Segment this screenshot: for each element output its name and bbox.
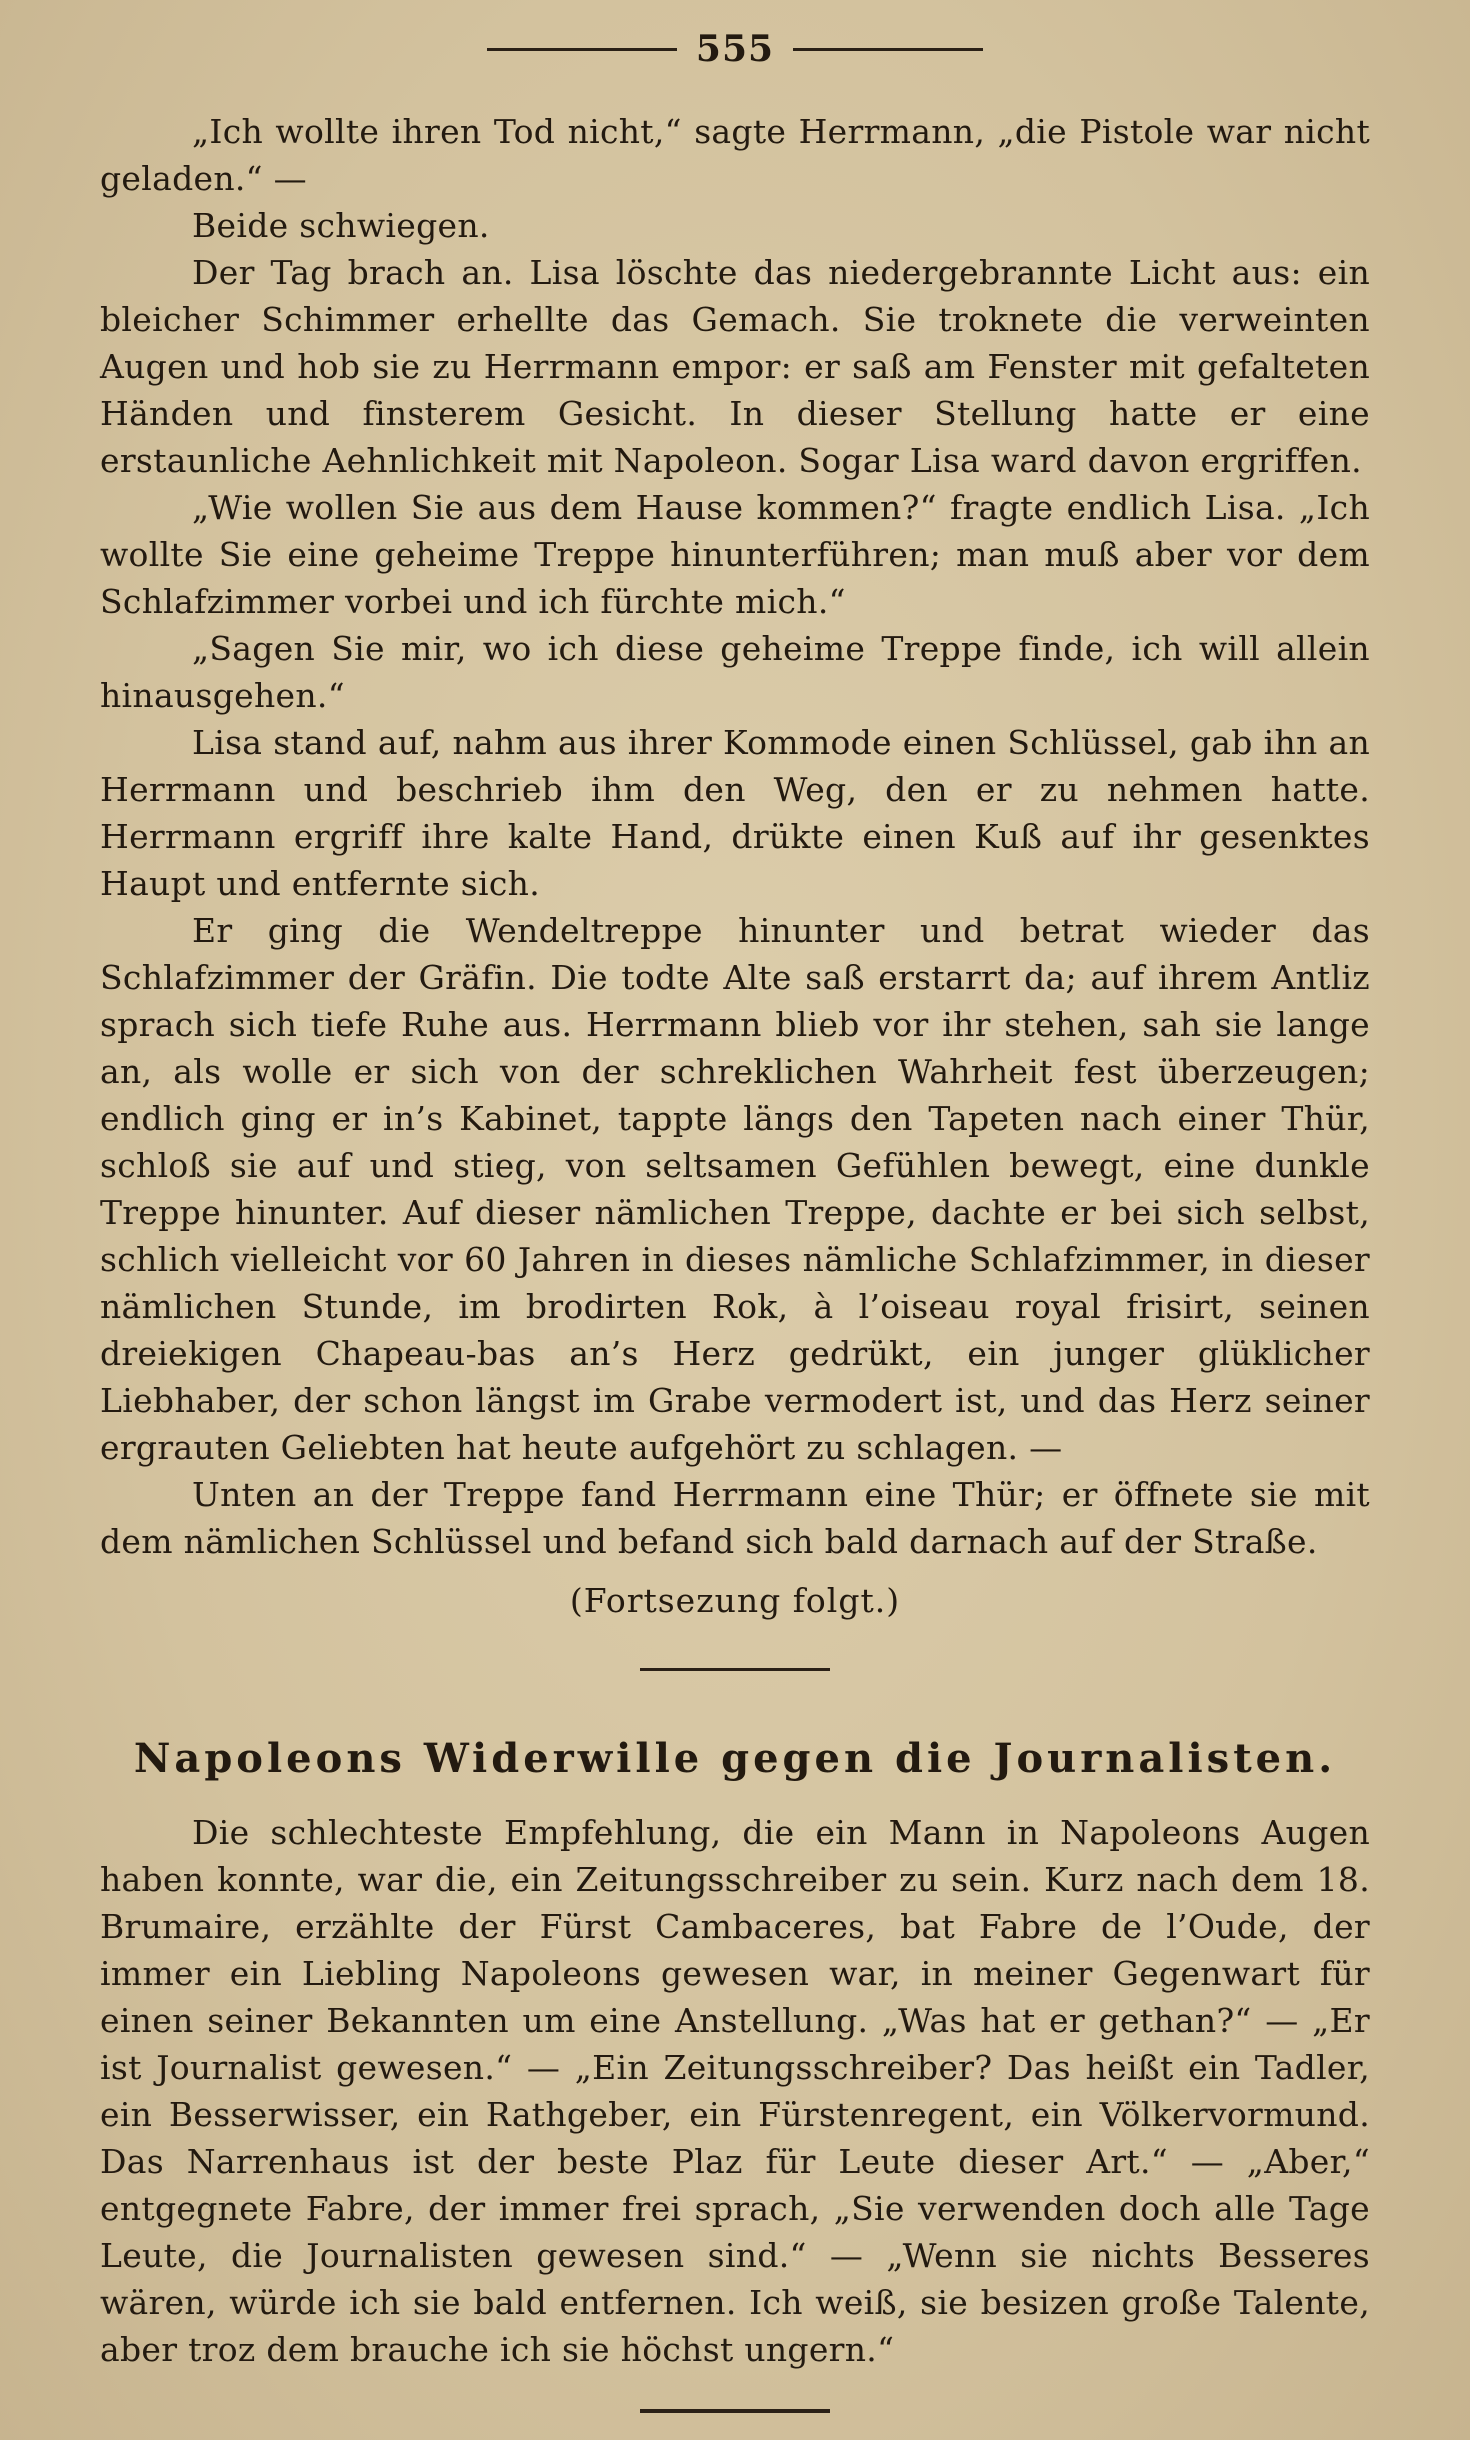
continuation-note: (Fortsezung folgt.) — [569, 1581, 901, 1620]
end-divider — [640, 2409, 830, 2413]
story-paragraph: Lisa stand auf, nahm aus ihrer Kommode einen Schlüssel, gab ihn an Herrmann und beschrieb ihm den Weg, den er zu nehmen hatte. Herrmann ergriff ihre kalte Hand, drükte einen Kuß auf ihr gesenktes Haupt und entfernte sich. — [100, 723, 1370, 903]
story-section — [100, 108, 1370, 1624]
story-paragraph: Er ging die Wendeltreppe hinunter und betrat wieder das Schlafzimmer der Gräfin. Die todte Alte saß erstarrt da; auf ihrem Antliz sprach sich tiefe Ruhe aus. Herrmann blieb vor ihr stehen, sah sie lange an, als wolle er sich von der schreklichen Wahrheit fest überzeugen; endlich ging er in’s Kabinet, tappte längs den Tapeten nach einer Thür, schloß sie auf und stieg, von seltsamen Gefühlen bewegt, eine dunkle Treppe hinunter. Auf dieser nämlichen Treppe, dachte er bei sich selbst, schlich vielleicht vor 60 Jahren in dieses nämliche Schlafzimmer, in dieser nämlichen Stunde, im brodirten Rok, à l’oiseau royal frisirt, seinen dreiekigen Chapeau-bas an’s Herz gedrükt, ein junger glüklicher Liebhaber, der schon längst im Grabe vermodert ist, und das Herz seiner ergrauten Geliebten hat heute aufgehört zu schlagen. — — [100, 911, 1370, 1467]
header-rule-left — [487, 48, 677, 51]
article-title: Napoleons Widerwille gegen die Journalisten. — [133, 1735, 1337, 1782]
story-paragraph: „Wie wollen Sie aus dem Hause kommen?“ fragte endlich Lisa. „Ich wollte Sie eine geheime Treppe hinunterführen; man muß aber vor dem Schlafzimmer vorbei und ich fürchte mich.“ — [100, 488, 1370, 621]
text-column — [100, 108, 1370, 2413]
article-paragraph: Die schlechteste Empfehlung, die ein Mann in Napoleons Augen haben konnte, war die, ein Zeitungsschreiber zu sein. Kurz nach dem 18. Brumaire, erzählte der Fürst Cambaceres, bat Fabre de l’Oude, der immer ein Liebling Napoleons gewesen war, in meiner Gegenwart für einen seiner Bekannten um eine Anstellung. „Was hat er gethan?“ — „Er ist Journalist gewesen.“ — „Ein Zeitungsschreiber? Das heißt ein Tadler, ein Besserwisser, ein Rathgeber, ein Fürstenregent, ein Völkervormund. Das Narrenhaus ist der beste Plaz für Leute dieser Art.“ — „Aber,“ entgegnete Fabre, der immer frei sprach, „Sie verwenden doch alle Tage Leute, die Journalisten gewesen sind.“ — „Wenn sie nichts Besseres wären, würde ich sie bald entfernen. Ich weiß, sie besizen große Talente, aber troz dem brauche ich sie höchst ungern.“ — [100, 1813, 1370, 2369]
article-section — [100, 1731, 1370, 2373]
story-paragraph: „Ich wollte ihren Tod nicht,“ sagte Herrmann, „die Pistole war nicht geladen.“ — — [100, 112, 1370, 198]
story-paragraph: Unten an der Treppe fand Herrmann eine Thür; er öffnete sie mit dem nämlichen Schlüssel und befand sich bald darnach auf der Straße. — [100, 1475, 1370, 1561]
story-paragraph: „Sagen Sie mir, wo ich diese geheime Treppe finde, ich will allein hinausgehen.“ — [100, 629, 1370, 715]
header-rule-right — [793, 48, 983, 51]
story-paragraph: Der Tag brach an. Lisa löschte das niedergebrannte Licht aus: ein bleicher Schimmer erhellte das Gemach. Sie troknete die verweinten Augen und hob sie zu Herrmann empor: er saß am Fenster mit gefalteten Händen und finsterem Gesicht. In dieser Stellung hatte er eine erstaunliche Aehnlichkeit mit Napoleon. Sogar Lisa ward davon ergriffen. — [100, 253, 1370, 480]
page-number: 555 — [695, 28, 775, 70]
section-divider — [640, 1668, 830, 1671]
page-header — [0, 28, 1470, 70]
story-paragraph: Beide schwiegen. — [192, 206, 490, 245]
